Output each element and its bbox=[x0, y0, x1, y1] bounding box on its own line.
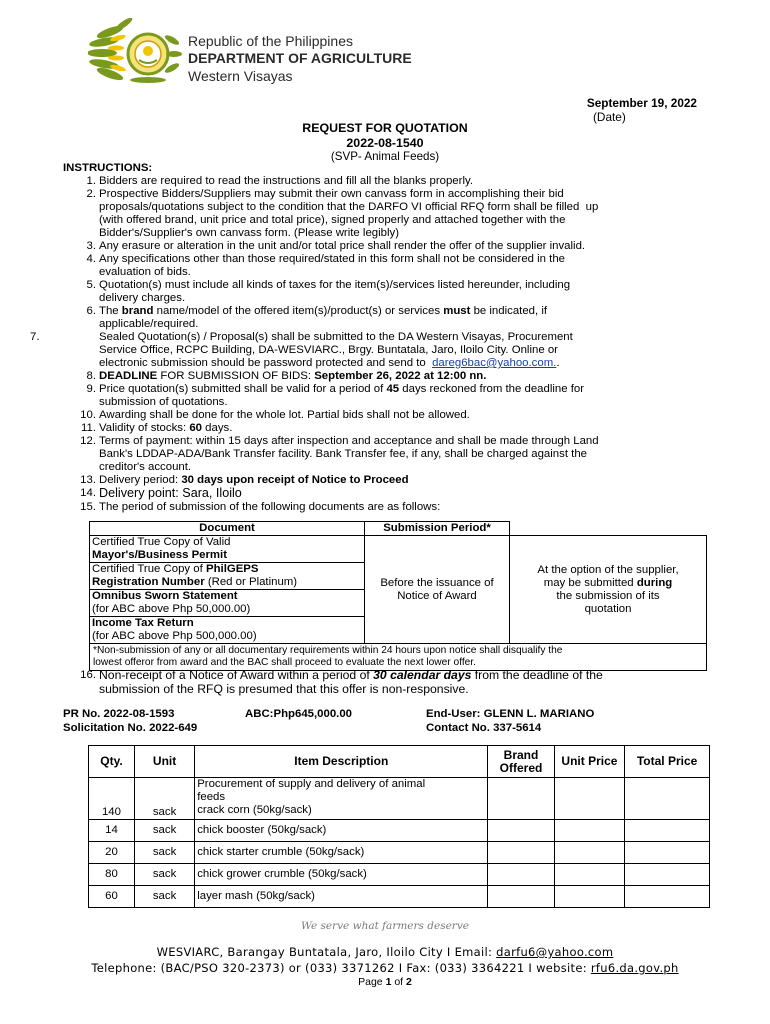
item-text: proposals/quotations subject to the condition that the DARFO VI official RFQ form shall be filled up bbox=[99, 201, 599, 213]
table-note-row bbox=[90, 644, 707, 671]
item-text: Non-receipt of a Notice of Award within a period of 30 calendar days from the deadline of the bbox=[99, 668, 603, 682]
instruction-item bbox=[63, 305, 723, 331]
qty-cell: 80 bbox=[89, 864, 135, 886]
column-header-description: Item Description bbox=[195, 746, 488, 778]
unit-cell: sack bbox=[134, 820, 194, 842]
footer-address: WESVIARC, Barangay Buntatala, Jaro, Iloilo City I Email: darfu6@yahoo.com bbox=[156, 945, 614, 959]
instruction-item bbox=[63, 253, 723, 279]
table-row bbox=[90, 536, 707, 563]
header-republic: Republic of the Philippines bbox=[188, 33, 353, 49]
rfq-number: 2022-08-1540 bbox=[346, 136, 424, 150]
item-number: 3. bbox=[86, 240, 96, 252]
column-header-document: Document bbox=[90, 522, 365, 536]
total-price-cell[interactable] bbox=[625, 864, 710, 886]
instruction-item bbox=[63, 175, 723, 188]
column-header-brand: Brand Offered bbox=[488, 746, 554, 778]
bac-email-link[interactable]: dareg6bac@yahoo.com. bbox=[432, 357, 557, 369]
qty-cell: 14 bbox=[89, 820, 135, 842]
column-header-unit: Unit bbox=[134, 746, 194, 778]
table-row bbox=[89, 864, 710, 886]
rfq-subtitle: (SVP- Animal Feeds) bbox=[330, 150, 440, 163]
brand-cell[interactable] bbox=[488, 778, 554, 820]
item-text: The brand name/model of the offered item(s)/product(s) or services must be indicated, if bbox=[99, 305, 548, 317]
total-price-cell[interactable] bbox=[625, 778, 710, 820]
instruction-item bbox=[63, 435, 723, 474]
footer-tagline: We serve what farmers deserve bbox=[301, 920, 469, 932]
instruction-item bbox=[63, 487, 723, 501]
qty-cell: 140 bbox=[89, 778, 135, 820]
item-text: Bidders are required to read the instructions and fill all the blanks properly. bbox=[99, 175, 473, 187]
item-text: DEADLINE FOR SUBMISSION OF BIDS: September 26, 2022 at 12:00 nn. bbox=[99, 370, 487, 382]
description-cell: chick booster (50kg/sack) bbox=[195, 820, 488, 842]
footer-email-link[interactable]: darfu6@yahoo.com bbox=[496, 945, 614, 959]
item-text: Service Office, RCPC Building, DA-WESVIARC., Brgy. Buntatala, Jaro, Iloilo City. Online or bbox=[99, 344, 558, 356]
submission-period-cell: Before the issuance of Notice of Award bbox=[365, 536, 510, 644]
items-table bbox=[88, 745, 710, 908]
pr-number: PR No. 2022-08-1593 bbox=[63, 708, 175, 720]
footer-website-link[interactable]: rfu6.da.gov.ph bbox=[590, 961, 679, 975]
end-user: End-User: GLENN L. MARIANO bbox=[426, 708, 595, 720]
unit-cell: sack bbox=[134, 842, 194, 864]
table-row bbox=[89, 820, 710, 842]
instructions-list bbox=[30, 175, 723, 514]
table-row bbox=[89, 778, 710, 820]
instruction-item bbox=[63, 669, 743, 695]
instruction-item bbox=[63, 240, 723, 253]
abc-amount: ABC:Php645,000.00 bbox=[245, 708, 352, 720]
instructions-heading: INSTRUCTIONS: bbox=[63, 162, 153, 174]
document-cell: Certified True Copy of Valid Mayor's/Business Permit bbox=[90, 536, 365, 563]
unit-cell: sack bbox=[134, 778, 194, 820]
table-header-row bbox=[90, 522, 707, 536]
item-number: 8. bbox=[86, 370, 96, 382]
item-text: creditor's account. bbox=[99, 461, 192, 473]
unit-cell: sack bbox=[134, 864, 194, 886]
item-text: The period of submission of the following documents are as follows: bbox=[99, 501, 441, 513]
documents-table bbox=[89, 521, 707, 671]
item-number: 16. bbox=[80, 669, 96, 681]
item-text: Bank's LDDAP-ADA/Bank Transfer facility. Bank Transfer fee, if any, shall be charged against the bbox=[99, 448, 587, 460]
item-text: Awarding shall be done for the whole lot. Partial bids shall not be allowed. bbox=[99, 409, 470, 421]
item-number: 5. bbox=[86, 279, 96, 291]
item-text: Validity of stocks: 60 days. bbox=[99, 422, 233, 434]
description-cell: chick grower crumble (50kg/sack) bbox=[195, 864, 488, 886]
item-number: 6. bbox=[86, 305, 96, 317]
total-price-cell[interactable] bbox=[625, 842, 710, 864]
total-price-cell[interactable] bbox=[625, 886, 710, 908]
contact-number: Contact No. 337-5614 bbox=[426, 722, 542, 734]
document-cell: Omnibus Sworn Statement (for ABC above Php 50,000.00) bbox=[90, 590, 365, 617]
instruction-item bbox=[63, 370, 723, 383]
item-number: 9. bbox=[86, 383, 96, 395]
department-logo bbox=[88, 18, 182, 88]
item-text: submission of quotations. bbox=[99, 396, 228, 408]
item-text: electronic submission should be password protected and send to dareg6bac@yahoo.com.. bbox=[99, 357, 560, 369]
item-number: 15. bbox=[80, 501, 96, 513]
brand-cell[interactable] bbox=[488, 886, 554, 908]
item-number: 13. bbox=[80, 474, 96, 486]
document-title: REQUEST FOR QUOTATION bbox=[302, 121, 468, 135]
item-number: 1. bbox=[86, 175, 96, 187]
date-caption: (Date) bbox=[593, 110, 626, 124]
footer-contact: Telephone: (BAC/PSO 320-2373) or (033) 3371262 I Fax: (033) 3364221 I website: rfu6.da.gov.ph bbox=[91, 961, 679, 975]
instruction-item bbox=[63, 188, 723, 240]
qty-cell: 60 bbox=[89, 886, 135, 908]
item-text: Price quotation(s) submitted shall be valid for a period of 45 days reckoned from the deadline for bbox=[99, 383, 585, 395]
solicitation-number: Solicitation No. 2022-649 bbox=[63, 722, 198, 734]
brand-cell[interactable] bbox=[488, 820, 554, 842]
item-text: Terms of payment: within 15 days after inspection and acceptance and shall be made through Land bbox=[99, 435, 599, 447]
item-number: 11. bbox=[81, 422, 96, 434]
item-text: evaluation of bids. bbox=[99, 266, 191, 278]
da-seal-icon bbox=[88, 18, 182, 88]
total-price-cell[interactable] bbox=[625, 820, 710, 842]
unit-cell: sack bbox=[134, 886, 194, 908]
instruction-item bbox=[30, 331, 723, 370]
column-header-qty: Qty. bbox=[89, 746, 135, 778]
item-text: Any specifications other than those required/stated in this form shall not be considered in the bbox=[99, 253, 566, 265]
unit-price-cell[interactable] bbox=[554, 864, 624, 886]
brand-cell[interactable] bbox=[488, 842, 554, 864]
item-text: Bidder's/Supplier's own canvass form. (Please write legibly) bbox=[99, 227, 399, 239]
unit-price-cell[interactable] bbox=[554, 886, 624, 908]
instruction-item bbox=[63, 501, 723, 514]
header-region: Western Visayas bbox=[188, 68, 293, 84]
item-text: Prospective Bidders/Suppliers may submit their own canvass form in accomplishing their bid bbox=[99, 188, 564, 200]
page-number: Page 1 of 2 bbox=[358, 976, 412, 988]
unit-price-cell[interactable] bbox=[554, 778, 624, 820]
item-number: 4. bbox=[86, 253, 96, 265]
instruction-item bbox=[63, 409, 723, 422]
column-header-total-price: Total Price bbox=[625, 746, 710, 778]
item-text: applicable/required. bbox=[99, 318, 199, 330]
table-header-row bbox=[89, 746, 710, 778]
item-text: (with offered brand, unit price and total price), signed properly and attached together with the bbox=[99, 214, 566, 226]
item-text: Any erasure or alteration in the unit and/or total price shall render the offer of the supplier invalid. bbox=[99, 240, 586, 252]
rfq-date: September 19, 2022 bbox=[586, 96, 697, 110]
description-cell: Procurement of supply and delivery of animal feeds crack corn (50kg/sack) bbox=[195, 778, 488, 820]
description-cell: chick starter crumble (50kg/sack) bbox=[195, 842, 488, 864]
item-number: 14. bbox=[80, 487, 96, 499]
unit-price-cell[interactable] bbox=[554, 842, 624, 864]
column-header-submission-period: Submission Period* bbox=[365, 522, 510, 536]
item-text: Delivery point: Sara, Iloilo bbox=[99, 486, 242, 500]
disqualification-note: *Non-submission of any or all documentary requirements within 24 hours upon notice shall disqualify the lowest offeror from award and the BAC shall proceed to evaluate the next lower offer. bbox=[90, 644, 707, 671]
unit-price-cell[interactable] bbox=[554, 820, 624, 842]
instruction-item bbox=[63, 279, 723, 305]
item-text: Sealed Quotation(s) / Proposal(s) shall be submitted to the DA Western Visayas, Procurement bbox=[99, 331, 573, 343]
item-number: 10. bbox=[80, 409, 96, 421]
item-text: Delivery period: 30 days upon receipt of Notice to Proceed bbox=[99, 474, 409, 486]
table-row bbox=[89, 842, 710, 864]
brand-cell[interactable] bbox=[488, 864, 554, 886]
item-text: submission of the RFQ is presumed that this offer is non-responsive. bbox=[99, 682, 469, 696]
table-row bbox=[89, 886, 710, 908]
description-cell: layer mash (50kg/sack) bbox=[195, 886, 488, 908]
item-number: 12. bbox=[80, 435, 96, 447]
item-text: delivery charges. bbox=[99, 292, 186, 304]
item-number: 2. bbox=[86, 188, 96, 200]
document-cell: Income Tax Return (for ABC above Php 500,000.00) bbox=[90, 617, 365, 644]
item-text: Quotation(s) must include all kinds of taxes for the item(s)/services listed hereunder, including bbox=[99, 279, 571, 291]
column-header-unit-price: Unit Price bbox=[554, 746, 624, 778]
qty-cell: 20 bbox=[89, 842, 135, 864]
option-cell: At the option of the supplier, may be submitted during the submission of its quotation bbox=[510, 536, 707, 644]
instruction-item bbox=[63, 383, 723, 409]
header-department: DEPARTMENT OF AGRICULTURE bbox=[188, 50, 412, 66]
item-number: 7. bbox=[30, 331, 40, 343]
document-cell: Certified True Copy of PhilGEPS Registration Number (Red or Platinum) bbox=[90, 563, 365, 590]
instruction-item bbox=[63, 422, 723, 435]
